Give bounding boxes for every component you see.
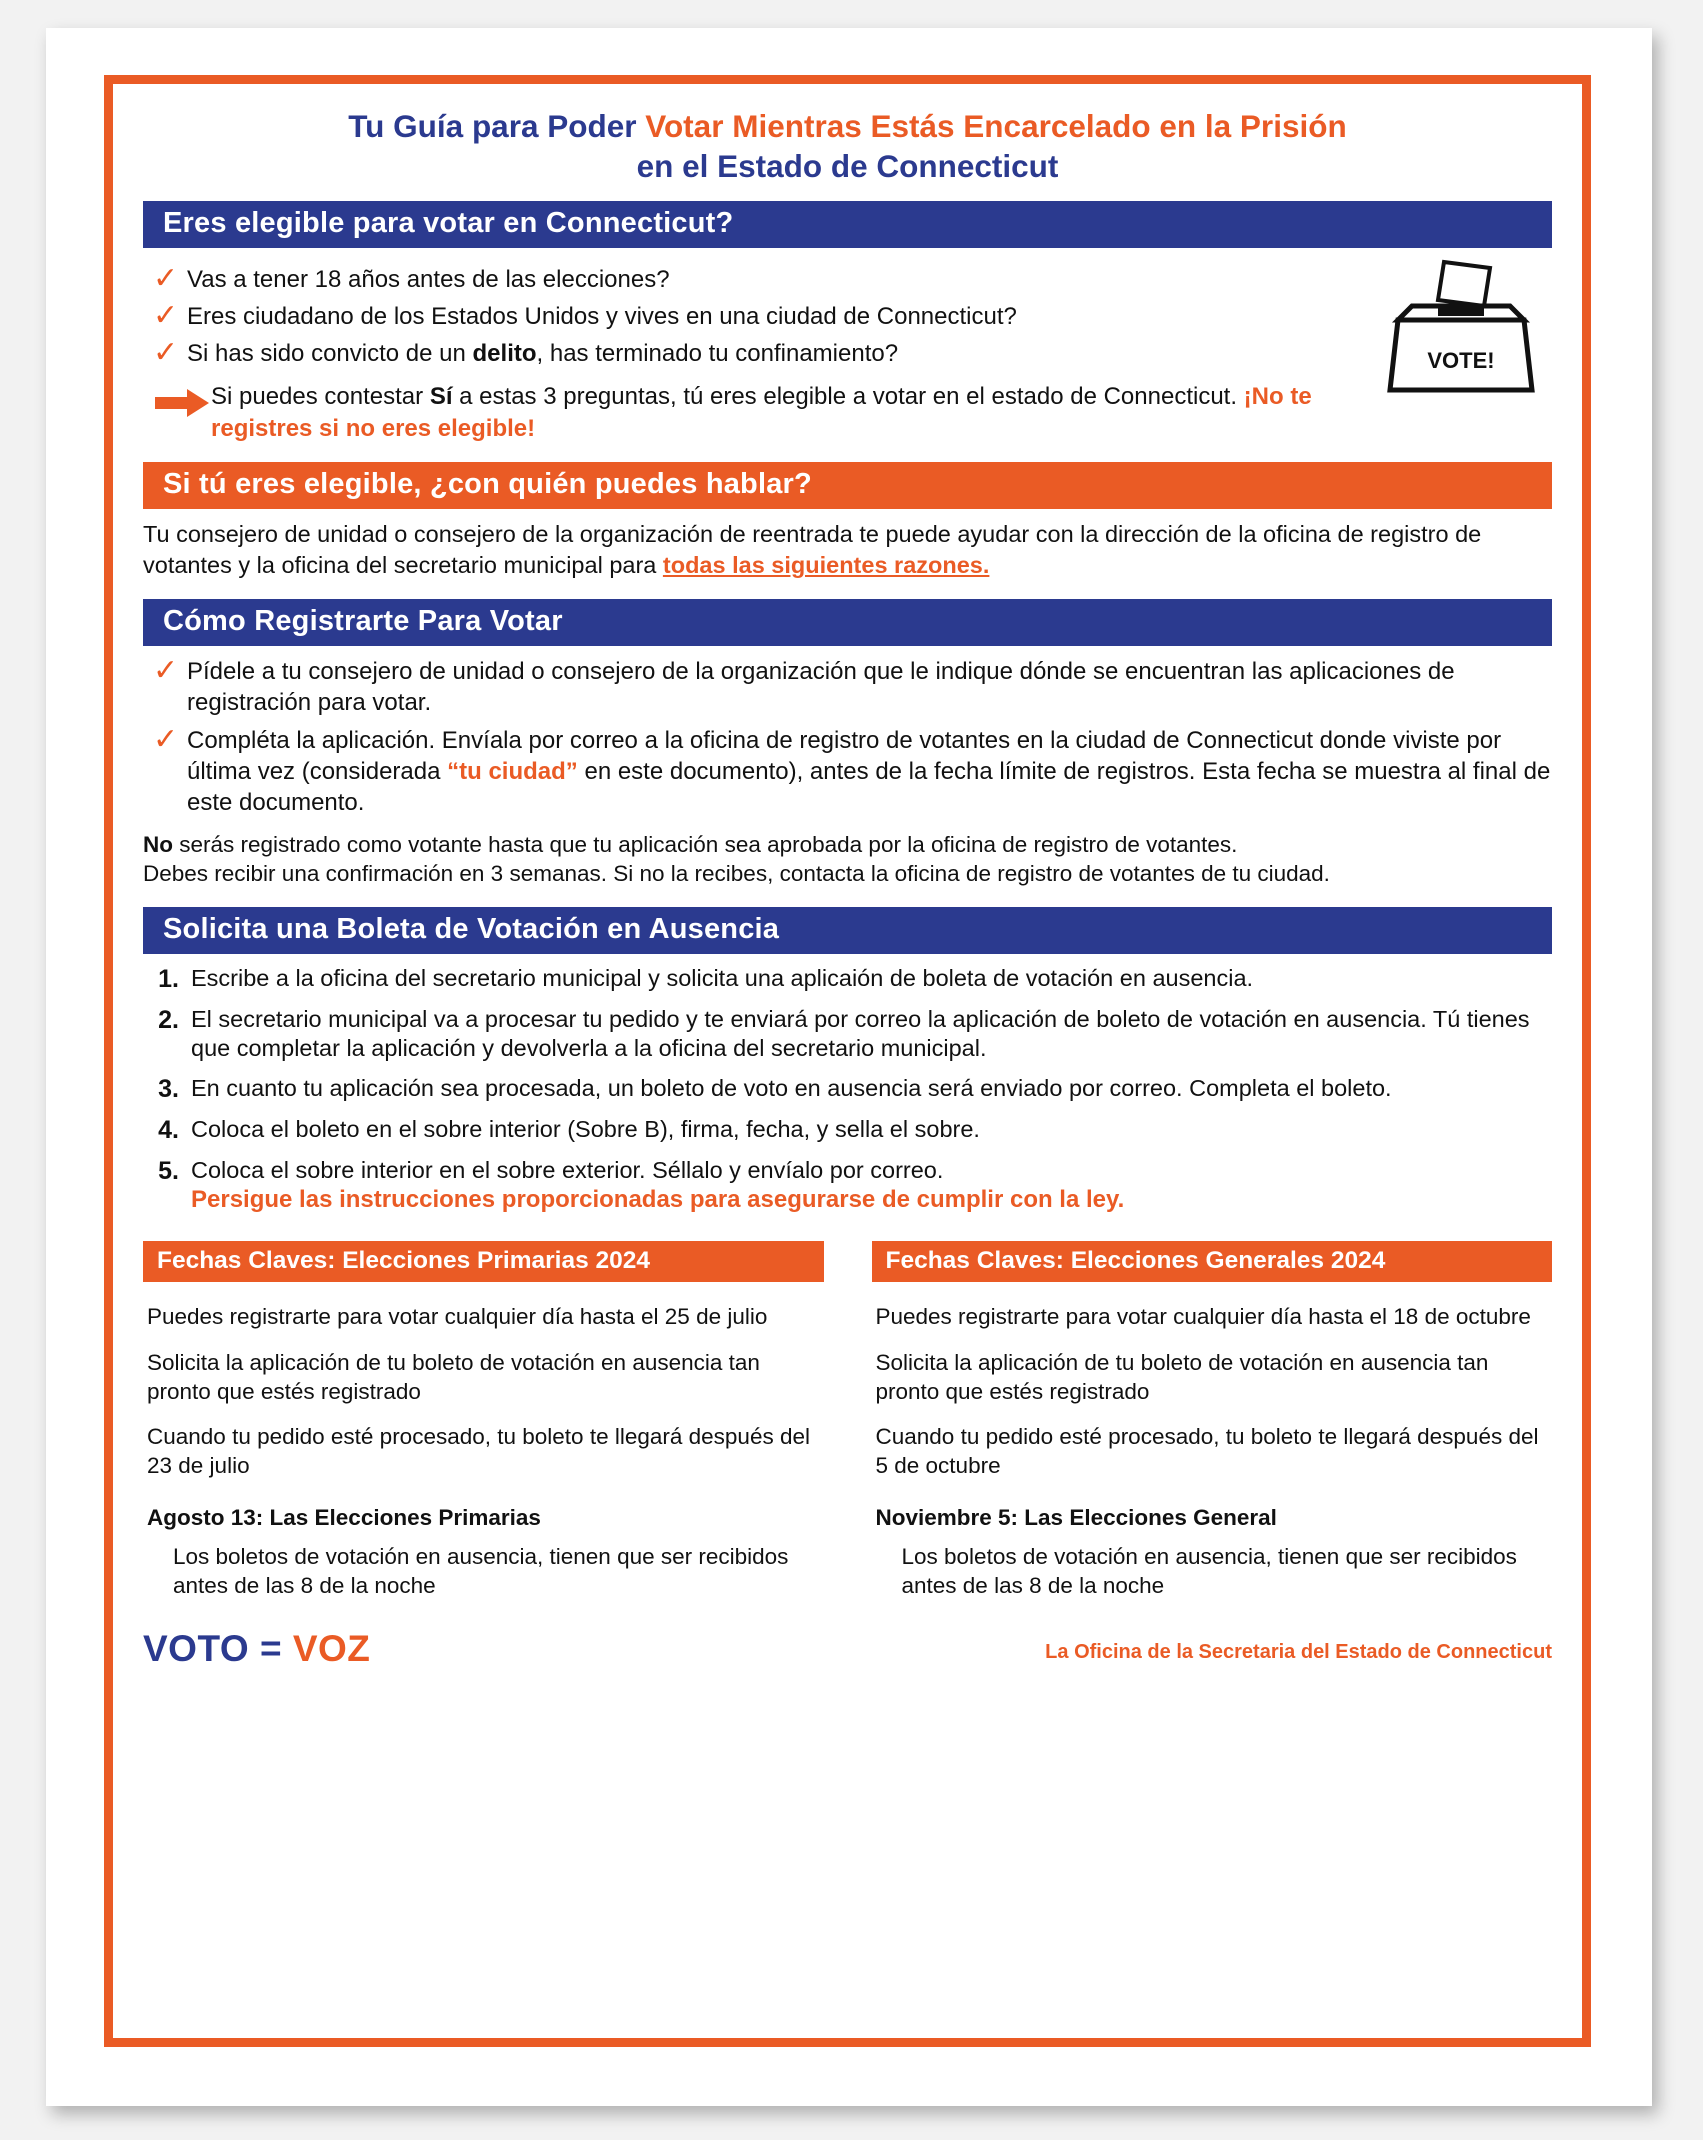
- talk-body: [143, 519, 1552, 581]
- register-check-2: [143, 722, 1552, 819]
- step-number: 4.: [158, 1115, 179, 1144]
- primary-header: [143, 1241, 824, 1282]
- voto-voz-logo: [143, 1628, 370, 1670]
- check-icon: ✓: [153, 654, 179, 688]
- document-content: [113, 84, 1582, 1684]
- absentee-body: [143, 964, 1552, 1216]
- eligibility-check-1: [143, 261, 1352, 295]
- absentee-step: [143, 1074, 1552, 1105]
- register-check2-part-b: en este documento), antes de la fecha límite de registros. Esta fecha se muestra al final de este documento.: [187, 757, 1551, 816]
- absentee-step: [143, 964, 1552, 995]
- delito-bold: delito: [472, 339, 537, 367]
- talk-link[interactable]: todas las siguientes razones.: [662, 552, 990, 579]
- general-body: [872, 1282, 1553, 1600]
- absentee-step: [143, 1115, 1552, 1146]
- step-text-5: [191, 1156, 1552, 1215]
- step-number: 2.: [158, 1005, 179, 1034]
- general-header: [872, 1241, 1553, 1282]
- check-icon: ✓: [153, 298, 179, 332]
- general-deadline-note: Los boletos de votación en ausencia, tienen que ser recibidos antes de las 8 de la noche: [901, 1543, 1517, 1599]
- primary-line-3: Cuando tu pedido esté procesado, tu boleto te llegará después del 23 de julio: [147, 1424, 810, 1479]
- eligibility-callout-text: [211, 381, 1352, 444]
- general-election-day: Noviembre 5: Las Elecciones General: [875, 1504, 1277, 1530]
- step-text: El secretario municipal va a procesar tu pedido y te enviará por correo la aplicación de boleto de votación en ausencia. Tú tienes que completar la aplicación y devolverla a la oficina del secretario municipal.: [191, 1005, 1530, 1062]
- callout-part-b: a estas 3 preguntas, tú eres elegible a votar en el estado de Connecticut.: [452, 383, 1244, 411]
- register-note-a: serás registrado como votante hasta que tu aplicación sea aprobada por la oficina de registro de votantes.: [173, 832, 1238, 858]
- step-number: 5.: [158, 1157, 179, 1186]
- primary-body: [143, 1282, 824, 1600]
- logo-voto: VOTO: [143, 1628, 250, 1670]
- absentee-step: [143, 1156, 1552, 1215]
- banner-how-to-register: Cómo Registrarte Para Votar: [143, 599, 1552, 646]
- register-body: [143, 656, 1552, 888]
- banner-eligibility: Eres elegible para votar en Connecticut?: [143, 201, 1552, 248]
- key-dates-general: [872, 1241, 1553, 1600]
- general-header-a: Fechas Claves: Elecciones: [885, 1247, 1206, 1275]
- eligibility-callout: [143, 381, 1552, 444]
- eligibility-check-1-text: Vas a tener 18 años antes de las elecciones?: [187, 265, 670, 293]
- primary-deadline-note: Los boletos de votación en ausencia, tienen que ser recibidos antes de las 8 de la noche: [173, 1543, 789, 1599]
- register-note-bold: No: [143, 832, 173, 858]
- eligibility-body: [143, 248, 1552, 445]
- eligibility-check-2: [143, 298, 1352, 332]
- footer-office-name: La Oficina de la Secretaria del Estado de Connecticut: [1045, 1641, 1552, 1664]
- register-check2-highlight: “tu ciudad”: [447, 757, 578, 785]
- logo-equals: =: [259, 1628, 283, 1670]
- general-line-3: Cuando tu pedido esté procesado, tu boleto te llegará después del 5 de octubre: [875, 1424, 1539, 1479]
- check-icon: ✓: [153, 261, 179, 295]
- check-icon: ✓: [153, 335, 179, 369]
- eligibility-check-2-text: Eres ciudadano de los Estados Unidos y vives en una ciudad de Connecticut?: [187, 302, 1017, 330]
- svg-text:VOTE!: VOTE!: [1427, 347, 1495, 373]
- step-number: 1.: [158, 964, 179, 993]
- footer: [143, 1628, 1552, 1684]
- primary-election-day: Agosto 13: Las Elecciones Primarias: [147, 1504, 541, 1530]
- register-check2-part-a: Compléta la aplicación. Envíala por correo a la oficina de registro de votantes en la ciudad de Connecticut donde viviste por última vez (considerada: [187, 726, 1502, 785]
- step-text: Coloca el sobre interior en el sobre exterior. Séllalo y envíalo por correo.: [191, 1157, 944, 1184]
- step-text: Coloca el boleto en el sobre interior (Sobre B), firma, fecha, y sella el sobre.: [191, 1115, 980, 1142]
- primary-line-2: Solicita la aplicación de tu boleto de votación en ausencia tan pronto que estés registrado: [147, 1349, 760, 1404]
- document-border: [104, 75, 1591, 2047]
- title-line1-blue: Tu Guía para Poder: [348, 108, 646, 144]
- ballot-box-icon: [1380, 258, 1542, 398]
- key-dates-primary: [143, 1241, 824, 1600]
- absentee-step: [143, 1005, 1552, 1064]
- general-line-1: Puedes registrarte para votar cualquier día hasta el 18 de octubre: [875, 1304, 1531, 1330]
- talk-text: Tu consejero de unidad o consejero de la organización de reentrada te puede ayudar con la dirección de la oficina de registro de votantes y la oficina del secretario municipal para: [143, 521, 1482, 579]
- register-check-1: [143, 656, 1552, 718]
- register-note-b: Debes recibir una confirmación en 3 semanas. Si no la recibes, contacta la oficina de registro de votantes de tu ciudad.: [143, 861, 1330, 887]
- primary-header-b: Primarias 2024: [477, 1247, 651, 1275]
- step-number: 3.: [158, 1074, 179, 1103]
- primary-header-a: Fechas Claves: Elecciones: [157, 1247, 478, 1275]
- logo-voz: VOZ: [292, 1628, 371, 1670]
- banner-absentee-ballot: Solicita una Boleta de Votación en Ausencia: [143, 907, 1552, 954]
- callout-part-a: Si puedes contestar: [211, 383, 430, 411]
- primary-line-1: Puedes registrarte para votar cualquier día hasta el 25 de julio: [147, 1304, 768, 1330]
- eligibility-check-3: [143, 335, 1352, 369]
- eligibility-check-3-text: Si has sido convicto de un delito, has terminado tu confinamiento?: [187, 339, 899, 367]
- arrow-right-icon: [143, 381, 211, 417]
- page-title: [143, 106, 1552, 187]
- register-check-1-text: Pídele a tu consejero de unidad o consejero de la organización que le indique dónde se encuentran las aplicaciones de registración para votar.: [187, 658, 1455, 717]
- callout-si: Sí: [429, 383, 453, 411]
- key-dates-columns: [143, 1241, 1552, 1600]
- title-line2: en el Estado de Connecticut: [636, 148, 1059, 185]
- register-check-2-text: [187, 725, 1552, 819]
- absentee-closing-note: Persigue las instrucciones proporcionadas para asegurarse de cumplir con la ley.: [191, 1186, 1125, 1214]
- general-line-2: Solicita la aplicación de tu boleto de votación en ausencia tan pronto que estés registrado: [875, 1349, 1489, 1404]
- register-note: [143, 830, 1552, 889]
- title-line1-orange: Votar Mientras Estás Encarcelado en la Prisión: [645, 108, 1347, 144]
- banner-who-to-talk-to: Si tú eres elegible, ¿con quién puedes hablar?: [143, 462, 1552, 509]
- check-icon: ✓: [153, 722, 179, 756]
- document-page: [46, 28, 1652, 2106]
- step-text: Escribe a la oficina del secretario municipal y solicita una aplicaión de boleta de votación en ausencia.: [191, 964, 1254, 991]
- step-text: En cuanto tu aplicación sea procesada, un boleto de voto en ausencia será enviado por correo. Completa el boleto.: [191, 1074, 1392, 1101]
- callout-warning: ¡No te registres si no eres elegible!: [211, 383, 1312, 442]
- general-header-b: Generales 2024: [1205, 1247, 1386, 1275]
